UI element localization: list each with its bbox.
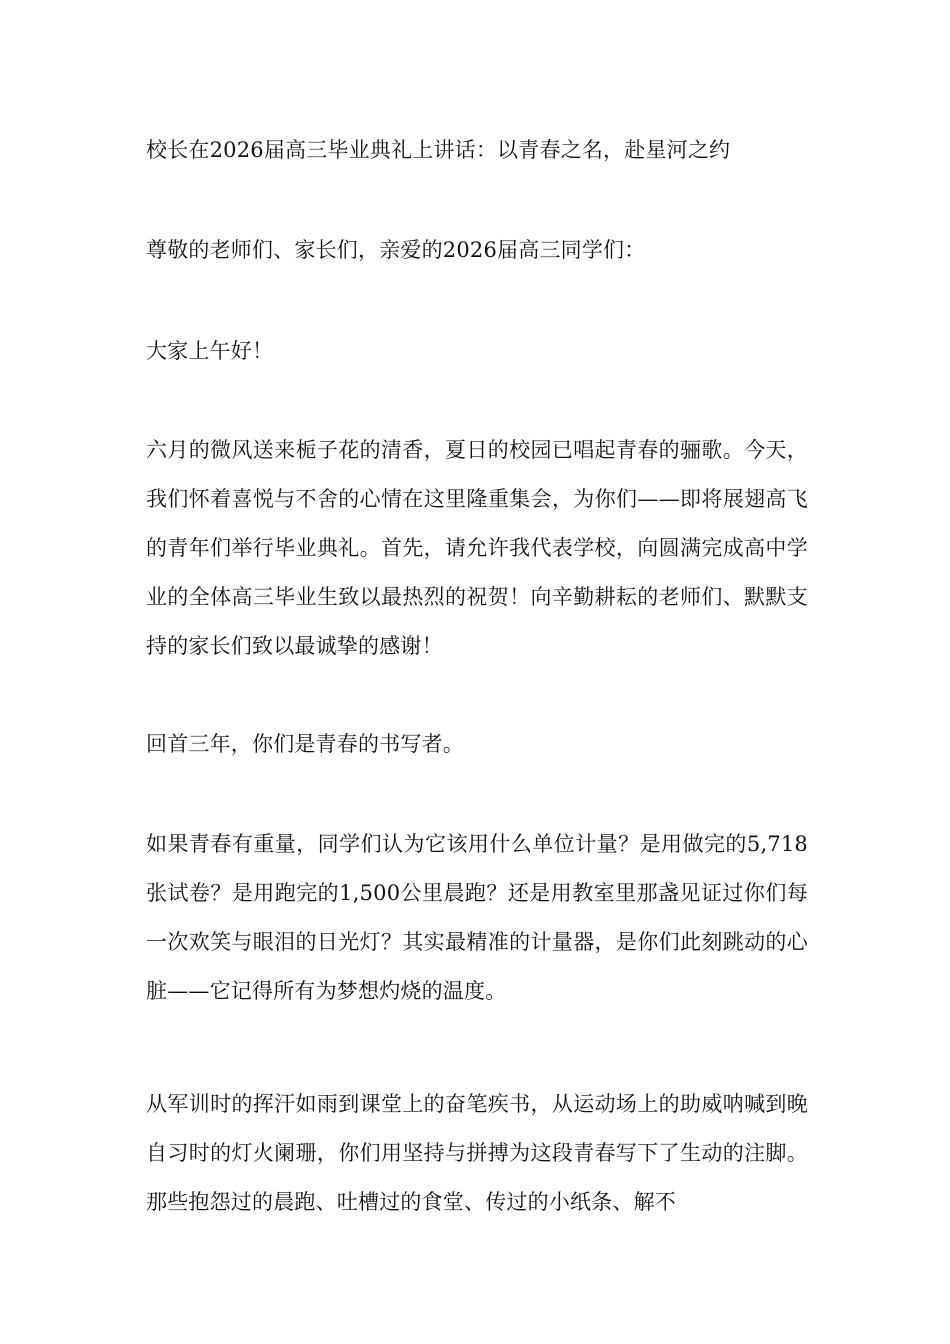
salutation: 尊敬的老师们、家长们，亲爱的2026届高三同学们： — [146, 238, 646, 262]
paragraph-opening: 六月的微风送来栀子花的清香，夏日的校园已唱起青春的骊歌。今天，我们怀着喜悦与不舍的心情在这里隆重集会，为你们——即将展翅高飞的青年们举行毕业典礼。首先，请允许我代表学校，向圆满完成高中学业的全体高三毕业生致以最热烈的祝贺！向辛勤耕耘的老师们、默默支持的家长们致以最诚挚的感谢！ — [146, 438, 808, 658]
paragraph-looking-back: 回首三年，你们是青春的书写者。 — [146, 732, 464, 756]
greeting: 大家上午好！ — [146, 339, 274, 363]
speech-title: 校长在2026届高三毕业典礼上讲话：以青春之名，赴星河之约 — [146, 138, 731, 162]
paragraph-weight-of-youth: 如果青春有重量，同学们认为它该用什么单位计量？是用做完的5,718张试卷？是用跑完的1,500公里晨跑？还是用教室里那盏见证过你们每一次欢笑与眼泪的日光灯？其实最精准的计量器，是你们此刻跳动的心脏——它记得所有为梦想灼烧的温度。 — [146, 832, 808, 1003]
paragraph-memories: 从军训时的挥汗如雨到课堂上的奋笔疾书，从运动场上的助威呐喊到晚自习时的灯火阑珊，你们用坚持与拼搏为这段青春写下了生动的注脚。那些抱怨过的晨跑、吐槽过的食堂、传过的小纸条、解不 — [146, 1092, 808, 1214]
